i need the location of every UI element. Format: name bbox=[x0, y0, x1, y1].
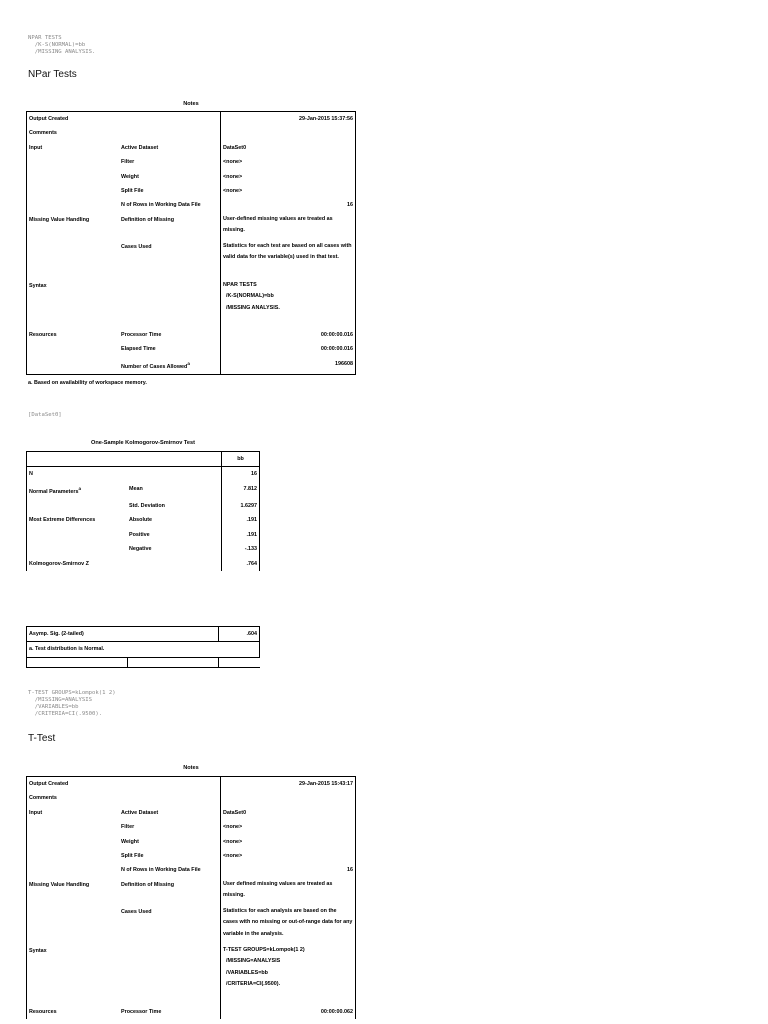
syntax-line: /K-S(NORMAL)=bb bbox=[226, 293, 274, 300]
ks-z-label: Kolmogorov-Smirnov Z bbox=[27, 557, 128, 571]
ks-z-value: .764 bbox=[222, 557, 260, 571]
processor-time-value: 00:00:00.062 bbox=[221, 1005, 356, 1019]
syntax-label: Syntax bbox=[27, 279, 120, 328]
ks-positive-value: .191 bbox=[222, 528, 260, 542]
table-row bbox=[27, 849, 356, 863]
table-row bbox=[27, 467, 260, 482]
split-file-value: <none> bbox=[221, 184, 356, 198]
table-row bbox=[27, 835, 356, 849]
comments-label: Comments bbox=[27, 126, 221, 140]
filter-value: <none> bbox=[221, 155, 356, 169]
ks-mean-value: 7.812 bbox=[222, 482, 260, 499]
ks-table bbox=[26, 451, 260, 571]
ks-footnote: a. Test distribution is Normal. bbox=[27, 642, 260, 657]
table-row bbox=[27, 184, 356, 198]
definition-of-missing-value: User defined missing values are treated as missing. bbox=[221, 878, 356, 905]
ks-asymp-label: Asymp. Sig. (2-tailed) bbox=[27, 627, 219, 642]
filter-label: Filter bbox=[119, 820, 221, 834]
processor-time-value: 00:00:00.016 bbox=[221, 328, 356, 342]
syntax-line: /VARIABLES=bb bbox=[226, 969, 268, 976]
output-created-value: 29-Jan-2015 15:37:56 bbox=[221, 112, 356, 127]
missing-value-handling-label: Missing Value Handling bbox=[27, 213, 120, 240]
cases-used-value: Statistics for each analysis are based on the cases with no missing or out-of-range data for any variable in the analysis. bbox=[221, 905, 356, 944]
table-row bbox=[27, 528, 260, 542]
n-rows-label: N of Rows in Working Data File bbox=[119, 863, 221, 877]
table-row bbox=[27, 112, 356, 127]
npar-syntax-block: NPAR TESTS /K-S(NORMAL)=bb /MISSING ANALYSIS. bbox=[28, 35, 96, 55]
table-row bbox=[27, 557, 260, 571]
table-row bbox=[27, 777, 356, 792]
output-created-label: Output Created bbox=[27, 112, 221, 127]
syntax-value bbox=[221, 279, 356, 328]
table-row bbox=[27, 878, 356, 905]
split-file-label: Split File bbox=[119, 184, 221, 198]
ks-mean-label: Mean bbox=[129, 485, 143, 492]
notes-table-title: Notes bbox=[183, 765, 199, 771]
split-file-label: Split File bbox=[119, 849, 221, 863]
processor-time-label: Processor Time bbox=[119, 328, 221, 342]
notes-table bbox=[26, 111, 356, 375]
ks-sd-value: 1.6297 bbox=[222, 499, 260, 513]
table-row bbox=[27, 863, 356, 877]
ks-absolute-value: .191 bbox=[222, 513, 260, 527]
dataset-tag: [DataSet0] bbox=[28, 412, 62, 418]
definition-of-missing-label: Definition of Missing bbox=[119, 213, 221, 240]
ks-table-continued bbox=[26, 626, 260, 668]
definition-of-missing-label: Definition of Missing bbox=[119, 878, 221, 905]
table-row bbox=[27, 342, 356, 356]
syntax-line: /MISSING ANALYSIS. bbox=[226, 304, 280, 311]
weight-label: Weight bbox=[119, 170, 221, 184]
syntax-value bbox=[221, 944, 356, 1005]
ks-negative-label: Negative bbox=[129, 546, 152, 553]
filter-value: <none> bbox=[221, 820, 356, 834]
syntax-label: Syntax bbox=[27, 944, 120, 1005]
input-label: Input bbox=[27, 141, 120, 155]
resources-label: Resources bbox=[27, 328, 120, 342]
table-row bbox=[27, 542, 260, 556]
active-dataset-value: DataSet0 bbox=[221, 141, 356, 155]
split-file-value: <none> bbox=[221, 849, 356, 863]
ttest-heading: T-Test bbox=[28, 733, 56, 744]
ks-sd-label: Std. Deviation bbox=[129, 503, 165, 510]
elapsed-time-value: 00:00:00.016 bbox=[221, 342, 356, 356]
notes-footnote: a. Based on availability of workspace memory. bbox=[28, 380, 147, 386]
filter-label: Filter bbox=[119, 155, 221, 169]
table-row bbox=[27, 357, 356, 375]
table-row bbox=[27, 657, 260, 667]
output-created-label: Output Created bbox=[27, 777, 221, 792]
active-dataset-label: Active Dataset bbox=[119, 141, 221, 155]
output-created-value: 29-Jan-2015 15:43:17 bbox=[221, 777, 356, 792]
active-dataset-label: Active Dataset bbox=[119, 806, 221, 820]
cases-used-label: Cases Used bbox=[119, 240, 221, 279]
table-row bbox=[27, 944, 356, 1005]
ks-n-value: 16 bbox=[222, 467, 260, 482]
npar-tests-heading: NPar Tests bbox=[28, 69, 77, 80]
table-row bbox=[27, 213, 356, 240]
input-label: Input bbox=[27, 806, 120, 820]
ks-absolute-label: Absolute bbox=[129, 517, 153, 524]
n-rows-value: 16 bbox=[221, 198, 356, 212]
comments-label: Comments bbox=[27, 791, 221, 805]
table-row bbox=[27, 482, 260, 499]
definition-of-missing-value: User-defined missing values are treated as missing. bbox=[221, 213, 356, 240]
table-row bbox=[27, 806, 356, 820]
table-row bbox=[27, 126, 356, 140]
table-row bbox=[27, 791, 356, 805]
missing-value-handling-label: Missing Value Handling bbox=[27, 878, 120, 905]
syntax-line: NPAR TESTS bbox=[223, 281, 257, 288]
ks-extreme-label: Most Extreme Differences bbox=[27, 513, 128, 527]
notes-table-title: Notes bbox=[183, 101, 199, 107]
table-row bbox=[27, 328, 356, 342]
elapsed-time-label: Elapsed Time bbox=[119, 342, 221, 356]
ttest-notes-table bbox=[26, 776, 356, 1019]
cases-allowed-text: Number of Cases Allowed bbox=[121, 363, 188, 370]
n-rows-value: 16 bbox=[221, 863, 356, 877]
cases-allowed-label bbox=[119, 357, 221, 375]
weight-label: Weight bbox=[119, 835, 221, 849]
weight-value: <none> bbox=[221, 170, 356, 184]
ks-normal-params-label bbox=[27, 482, 128, 499]
table-row bbox=[27, 198, 356, 212]
weight-value: <none> bbox=[221, 835, 356, 849]
table-row bbox=[27, 499, 260, 513]
table-row bbox=[27, 240, 356, 279]
n-rows-label: N of Rows in Working Data File bbox=[119, 198, 221, 212]
table-row bbox=[27, 155, 356, 169]
ks-table-title: One-Sample Kolmogorov-Smirnov Test bbox=[90, 440, 196, 446]
processor-time-label: Processor Time bbox=[119, 1005, 221, 1019]
syntax-line: T-TEST GROUPS=kLompok(1 2) bbox=[223, 946, 305, 953]
cases-used-value: Statistics for each test are based on all cases with valid data for the variable(s) used in that test. bbox=[221, 240, 356, 279]
footnote-marker: a bbox=[187, 360, 190, 366]
syntax-line: /MISSING=ANALYSIS bbox=[226, 958, 281, 965]
ks-normal-params-text: Normal Parameters bbox=[29, 488, 79, 495]
cases-used-label: Cases Used bbox=[119, 905, 221, 944]
table-row bbox=[27, 820, 356, 834]
syntax-line: /CRITERIA=CI(.9500). bbox=[226, 981, 281, 988]
ks-col-header: bb bbox=[222, 452, 260, 467]
ks-asymp-value: .604 bbox=[219, 627, 260, 642]
table-row bbox=[27, 452, 260, 467]
active-dataset-value: DataSet0 bbox=[221, 806, 356, 820]
table-row bbox=[27, 513, 260, 527]
table-row bbox=[27, 627, 260, 642]
table-row bbox=[27, 141, 356, 155]
ks-n-label: N bbox=[27, 467, 128, 482]
table-row bbox=[27, 905, 356, 944]
resources-label: Resources bbox=[27, 1005, 120, 1019]
table-row bbox=[27, 279, 356, 328]
ks-positive-label: Positive bbox=[129, 531, 150, 538]
ttest-syntax-block: T-TEST GROUPS=kLompok(1 2) /MISSING=ANALYSIS /VARIABLES=bb /CRITERIA=CI(.9500). bbox=[28, 690, 116, 717]
table-row bbox=[27, 170, 356, 184]
ks-negative-value: -.133 bbox=[222, 542, 260, 556]
cases-allowed-value: 196608 bbox=[221, 357, 356, 375]
footnote-marker: a bbox=[78, 485, 81, 491]
table-row bbox=[27, 642, 260, 657]
table-row bbox=[27, 1005, 356, 1019]
